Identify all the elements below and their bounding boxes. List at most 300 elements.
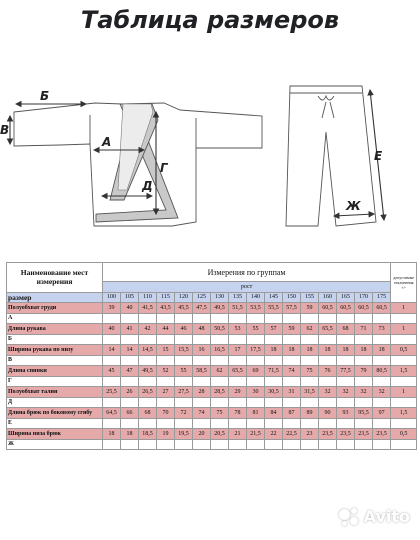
label-e: Е [374,149,383,163]
value-cell: 45 [103,366,121,377]
value-cell [319,334,337,345]
value-cell [355,376,373,387]
value-cell: 14,5 [139,345,157,356]
value-cell [283,439,301,450]
value-cell: 53,5 [247,303,265,314]
size-cell: 130 [211,292,229,303]
value-cell [193,313,211,324]
value-cell: 48 [193,324,211,335]
value-cell [175,439,193,450]
table-row [7,429,417,440]
tolerance-cell [391,397,417,408]
value-cell [301,313,319,324]
value-cell [373,439,391,450]
value-cell [175,355,193,366]
row-label: Ширина рукава по низу [7,345,103,356]
table-row [7,313,417,324]
value-cell [229,418,247,429]
label-d: Д [142,179,153,193]
value-cell: 77,5 [337,366,355,377]
value-cell: 30 [247,387,265,398]
value-cell [103,355,121,366]
table-row [7,324,417,335]
tolerance-cell [391,334,417,345]
value-cell: 18 [121,429,139,440]
value-cell [355,439,373,450]
size-cell: 115 [157,292,175,303]
value-cell [211,355,229,366]
value-cell [103,334,121,345]
value-cell [121,397,139,408]
value-cell [337,397,355,408]
table-row [7,387,417,398]
value-cell [247,397,265,408]
size-table [6,262,417,450]
value-cell: 80,5 [373,366,391,377]
value-cell [265,376,283,387]
tolerance-cell: 1,5 [391,408,417,419]
size-cell: 170 [355,292,373,303]
value-cell: 93 [337,408,355,419]
value-cell: 60,5 [337,303,355,314]
value-cell: 23,5 [355,429,373,440]
size-cell: 155 [301,292,319,303]
avito-watermark [339,507,410,526]
value-cell [103,418,121,429]
value-cell: 25,5 [103,387,121,398]
label-b: Б [40,89,50,103]
value-cell [193,355,211,366]
value-cell: 31 [283,387,301,398]
value-cell [373,376,391,387]
table-row [7,366,417,377]
value-cell: 20 [193,429,211,440]
value-cell [247,313,265,324]
value-cell [337,439,355,450]
value-cell: 71 [355,324,373,335]
value-cell [103,313,121,324]
value-cell: 60,5 [373,303,391,314]
value-cell: 41,5 [139,303,157,314]
value-cell [265,439,283,450]
value-cell [175,334,193,345]
trousers-drawing [286,86,376,226]
row-label: Длина рукава [7,324,103,335]
value-cell [103,439,121,450]
value-cell: 62 [211,366,229,377]
value-cell: 79 [355,366,373,377]
value-cell [229,313,247,324]
value-cell [193,334,211,345]
table-row [7,397,417,408]
value-cell: 89 [301,408,319,419]
value-cell: 84 [265,408,283,419]
table-row [7,376,417,387]
size-cell: 165 [337,292,355,303]
value-cell [175,313,193,324]
value-cell: 73 [373,324,391,335]
table-row [7,345,417,356]
value-cell: 22 [265,429,283,440]
label-zh: Ж [346,199,361,213]
rost-label: рост [103,282,391,293]
value-cell [229,376,247,387]
value-cell [319,355,337,366]
row-label: А [7,313,103,324]
value-cell: 90 [319,408,337,419]
value-cell: 19,5 [175,429,193,440]
value-cell: 30,5 [265,387,283,398]
value-cell [283,313,301,324]
value-cell [139,439,157,450]
tolerance-cell: 1 [391,303,417,314]
value-cell [121,334,139,345]
value-cell [121,355,139,366]
value-cell: 32 [319,387,337,398]
value-cell [265,397,283,408]
value-cell: 59 [301,303,319,314]
value-cell: 32 [355,387,373,398]
value-cell [319,439,337,450]
value-cell [139,397,157,408]
value-cell: 29 [229,387,247,398]
value-cell [157,334,175,345]
value-cell: 21,5 [247,429,265,440]
value-cell: 18 [301,345,319,356]
row-label: Полуобхват груди [7,303,103,314]
row-label: Д [7,397,103,408]
value-cell: 16,5 [211,345,229,356]
value-cell: 18 [283,345,301,356]
value-cell [265,313,283,324]
row-label: Ширина низа брюк [7,429,103,440]
size-cell: 110 [139,292,157,303]
label-a: А [102,135,112,149]
value-cell [337,334,355,345]
row-label: Полуобхват талии [7,387,103,398]
value-cell: 70 [157,408,175,419]
value-cell: 31,5 [301,387,319,398]
row-label: Длина спинки [7,366,103,377]
value-cell [193,376,211,387]
value-cell [337,376,355,387]
value-cell [229,334,247,345]
value-cell: 32 [337,387,355,398]
value-cell [265,334,283,345]
table-row [7,408,417,419]
value-cell: 14 [121,345,139,356]
value-cell: 57 [265,324,283,335]
value-cell [193,397,211,408]
value-cell: 69 [247,366,265,377]
value-cell: 97 [373,408,391,419]
value-cell: 68 [139,408,157,419]
value-cell: 45,5 [175,303,193,314]
size-cell: 125 [193,292,211,303]
value-cell: 66 [121,408,139,419]
row-label: Ж [7,439,103,450]
value-cell [319,376,337,387]
value-cell [247,376,265,387]
value-cell [139,376,157,387]
value-cell: 28 [193,387,211,398]
value-cell: 15,5 [175,345,193,356]
value-cell: 49,5 [139,366,157,377]
size-cell: 140 [247,292,265,303]
value-cell [355,397,373,408]
tolerance-cell: 1 [391,324,417,335]
value-cell [319,418,337,429]
value-cell: 18 [319,345,337,356]
table-row [7,418,417,429]
value-cell [355,334,373,345]
value-cell [319,397,337,408]
value-cell: 23,5 [319,429,337,440]
value-cell: 81 [247,408,265,419]
value-cell [157,313,175,324]
size-diagram [0,0,420,262]
value-cell [229,439,247,450]
value-cell: 22,5 [283,429,301,440]
tolerance-cell: 0,5 [391,429,417,440]
value-cell [229,355,247,366]
value-cell: 19 [157,429,175,440]
value-cell: 23,5 [337,429,355,440]
size-cell: 175 [373,292,391,303]
size-cell: 145 [265,292,283,303]
size-cell: 135 [229,292,247,303]
value-cell: 51,5 [229,303,247,314]
value-cell [139,418,157,429]
value-cell: 40 [103,324,121,335]
size-cell: 160 [319,292,337,303]
value-cell [301,397,319,408]
value-cell [157,376,175,387]
tolerance-cell: 1 [391,387,417,398]
value-cell: 40 [121,303,139,314]
value-cell: 17,5 [247,345,265,356]
tolerance-cell [391,418,417,429]
value-cell: 32 [373,387,391,398]
value-cell: 27,5 [175,387,193,398]
value-cell [121,376,139,387]
value-cell [139,334,157,345]
value-cell: 26 [121,387,139,398]
value-cell: 52 [157,366,175,377]
value-cell [211,418,229,429]
value-cell: 18 [373,345,391,356]
value-cell [319,313,337,324]
value-cell [175,418,193,429]
value-cell: 17 [229,345,247,356]
value-cell [121,313,139,324]
table-row [7,334,417,345]
value-cell [337,355,355,366]
value-cell: 46 [175,324,193,335]
value-cell [193,418,211,429]
value-cell: 14 [103,345,121,356]
value-cell [139,355,157,366]
row-label: В [7,355,103,366]
value-cell: 95,5 [355,408,373,419]
value-cell: 44 [157,324,175,335]
tolerance-cell [391,313,417,324]
value-cell: 87 [283,408,301,419]
value-cell: 23 [301,429,319,440]
size-cell: 105 [121,292,139,303]
value-cell [157,397,175,408]
value-cell: 65,5 [229,366,247,377]
value-cell: 15 [157,345,175,356]
value-cell: 18 [265,345,283,356]
value-cell [139,313,157,324]
value-cell: 62 [301,324,319,335]
value-cell [211,376,229,387]
value-cell [301,334,319,345]
value-cell [283,418,301,429]
value-cell: 78 [229,408,247,419]
value-cell: 21 [229,429,247,440]
value-cell: 49,5 [211,303,229,314]
value-cell [301,376,319,387]
value-cell [175,397,193,408]
size-cell: 120 [175,292,193,303]
tolerance-cell [391,355,417,366]
tolerance-cell: 1,5 [391,366,417,377]
value-cell: 55 [175,366,193,377]
table-row [7,303,417,314]
value-cell [301,355,319,366]
group-header: Измерения по группам [103,263,391,282]
row-label: Б [7,334,103,345]
value-cell: 43,5 [157,303,175,314]
value-cell: 59 [283,324,301,335]
value-cell: 47 [121,366,139,377]
label-v: В [0,123,10,137]
value-cell: 47,5 [193,303,211,314]
value-cell [211,313,229,324]
value-cell [283,376,301,387]
tolerance-cell [391,439,417,450]
value-cell: 28,5 [211,387,229,398]
value-cell [247,355,265,366]
value-cell [283,355,301,366]
value-cell: 39 [103,303,121,314]
value-cell: 65,5 [319,324,337,335]
header-row [7,263,417,282]
value-cell [211,439,229,450]
value-cell: 53 [229,324,247,335]
value-cell: 57,5 [283,303,301,314]
value-cell: 27 [157,387,175,398]
row-label: Длина брюк по боковому сгибу [7,408,103,419]
value-cell: 26,5 [139,387,157,398]
value-cell: 18 [355,345,373,356]
value-cell [355,418,373,429]
value-cell: 75 [301,366,319,377]
tolerance-header: допустимые отклонения +/- [391,263,417,303]
value-cell [265,355,283,366]
value-cell [355,355,373,366]
value-cell [247,439,265,450]
value-cell: 18 [103,429,121,440]
value-cell [301,439,319,450]
value-cell: 42 [139,324,157,335]
value-cell [265,418,283,429]
value-cell [193,439,211,450]
value-cell [355,313,373,324]
page-title: Таблица размеров [80,6,340,34]
avito-logo-icon [339,508,361,526]
value-cell: 20,5 [211,429,229,440]
table-row [7,355,417,366]
value-cell: 68 [337,324,355,335]
value-cell: 58,5 [193,366,211,377]
value-cell: 74 [193,408,211,419]
value-cell: 60,5 [319,303,337,314]
name-header: Наименование мест измерения [7,263,103,293]
value-cell: 74 [283,366,301,377]
value-cell: 72 [175,408,193,419]
label-g: Г [160,161,168,175]
value-cell [373,418,391,429]
value-cell [157,439,175,450]
value-cell: 41 [121,324,139,335]
value-cell: 50,5 [211,324,229,335]
tolerance-cell: 0,5 [391,345,417,356]
value-cell: 64,5 [103,408,121,419]
tolerance-cell [391,376,417,387]
value-cell: 60,5 [355,303,373,314]
value-cell: 18 [337,345,355,356]
size-cell: 150 [283,292,301,303]
razmer-row [7,292,417,303]
value-cell [373,397,391,408]
value-cell [211,334,229,345]
value-cell [157,418,175,429]
value-cell: 71,5 [265,366,283,377]
value-cell [103,376,121,387]
value-cell: 16 [193,345,211,356]
value-cell [283,334,301,345]
value-cell: 75 [211,408,229,419]
value-cell: 55,5 [265,303,283,314]
razmer-label: размер [7,292,103,303]
size-cell: 100 [103,292,121,303]
value-cell [373,313,391,324]
value-cell [121,418,139,429]
row-label: Г [7,376,103,387]
value-cell [337,418,355,429]
value-cell: 55 [247,324,265,335]
jacket-drawing [14,103,262,226]
value-cell: 76 [319,366,337,377]
value-cell [337,313,355,324]
value-cell: 23,5 [373,429,391,440]
value-cell [103,397,121,408]
value-cell [373,334,391,345]
value-cell [283,397,301,408]
value-cell [373,355,391,366]
value-cell [175,376,193,387]
value-cell [301,418,319,429]
value-cell [157,355,175,366]
value-cell [247,418,265,429]
value-cell [211,397,229,408]
value-cell [229,397,247,408]
size-table-wrapper [6,262,416,450]
table-row [7,439,417,450]
